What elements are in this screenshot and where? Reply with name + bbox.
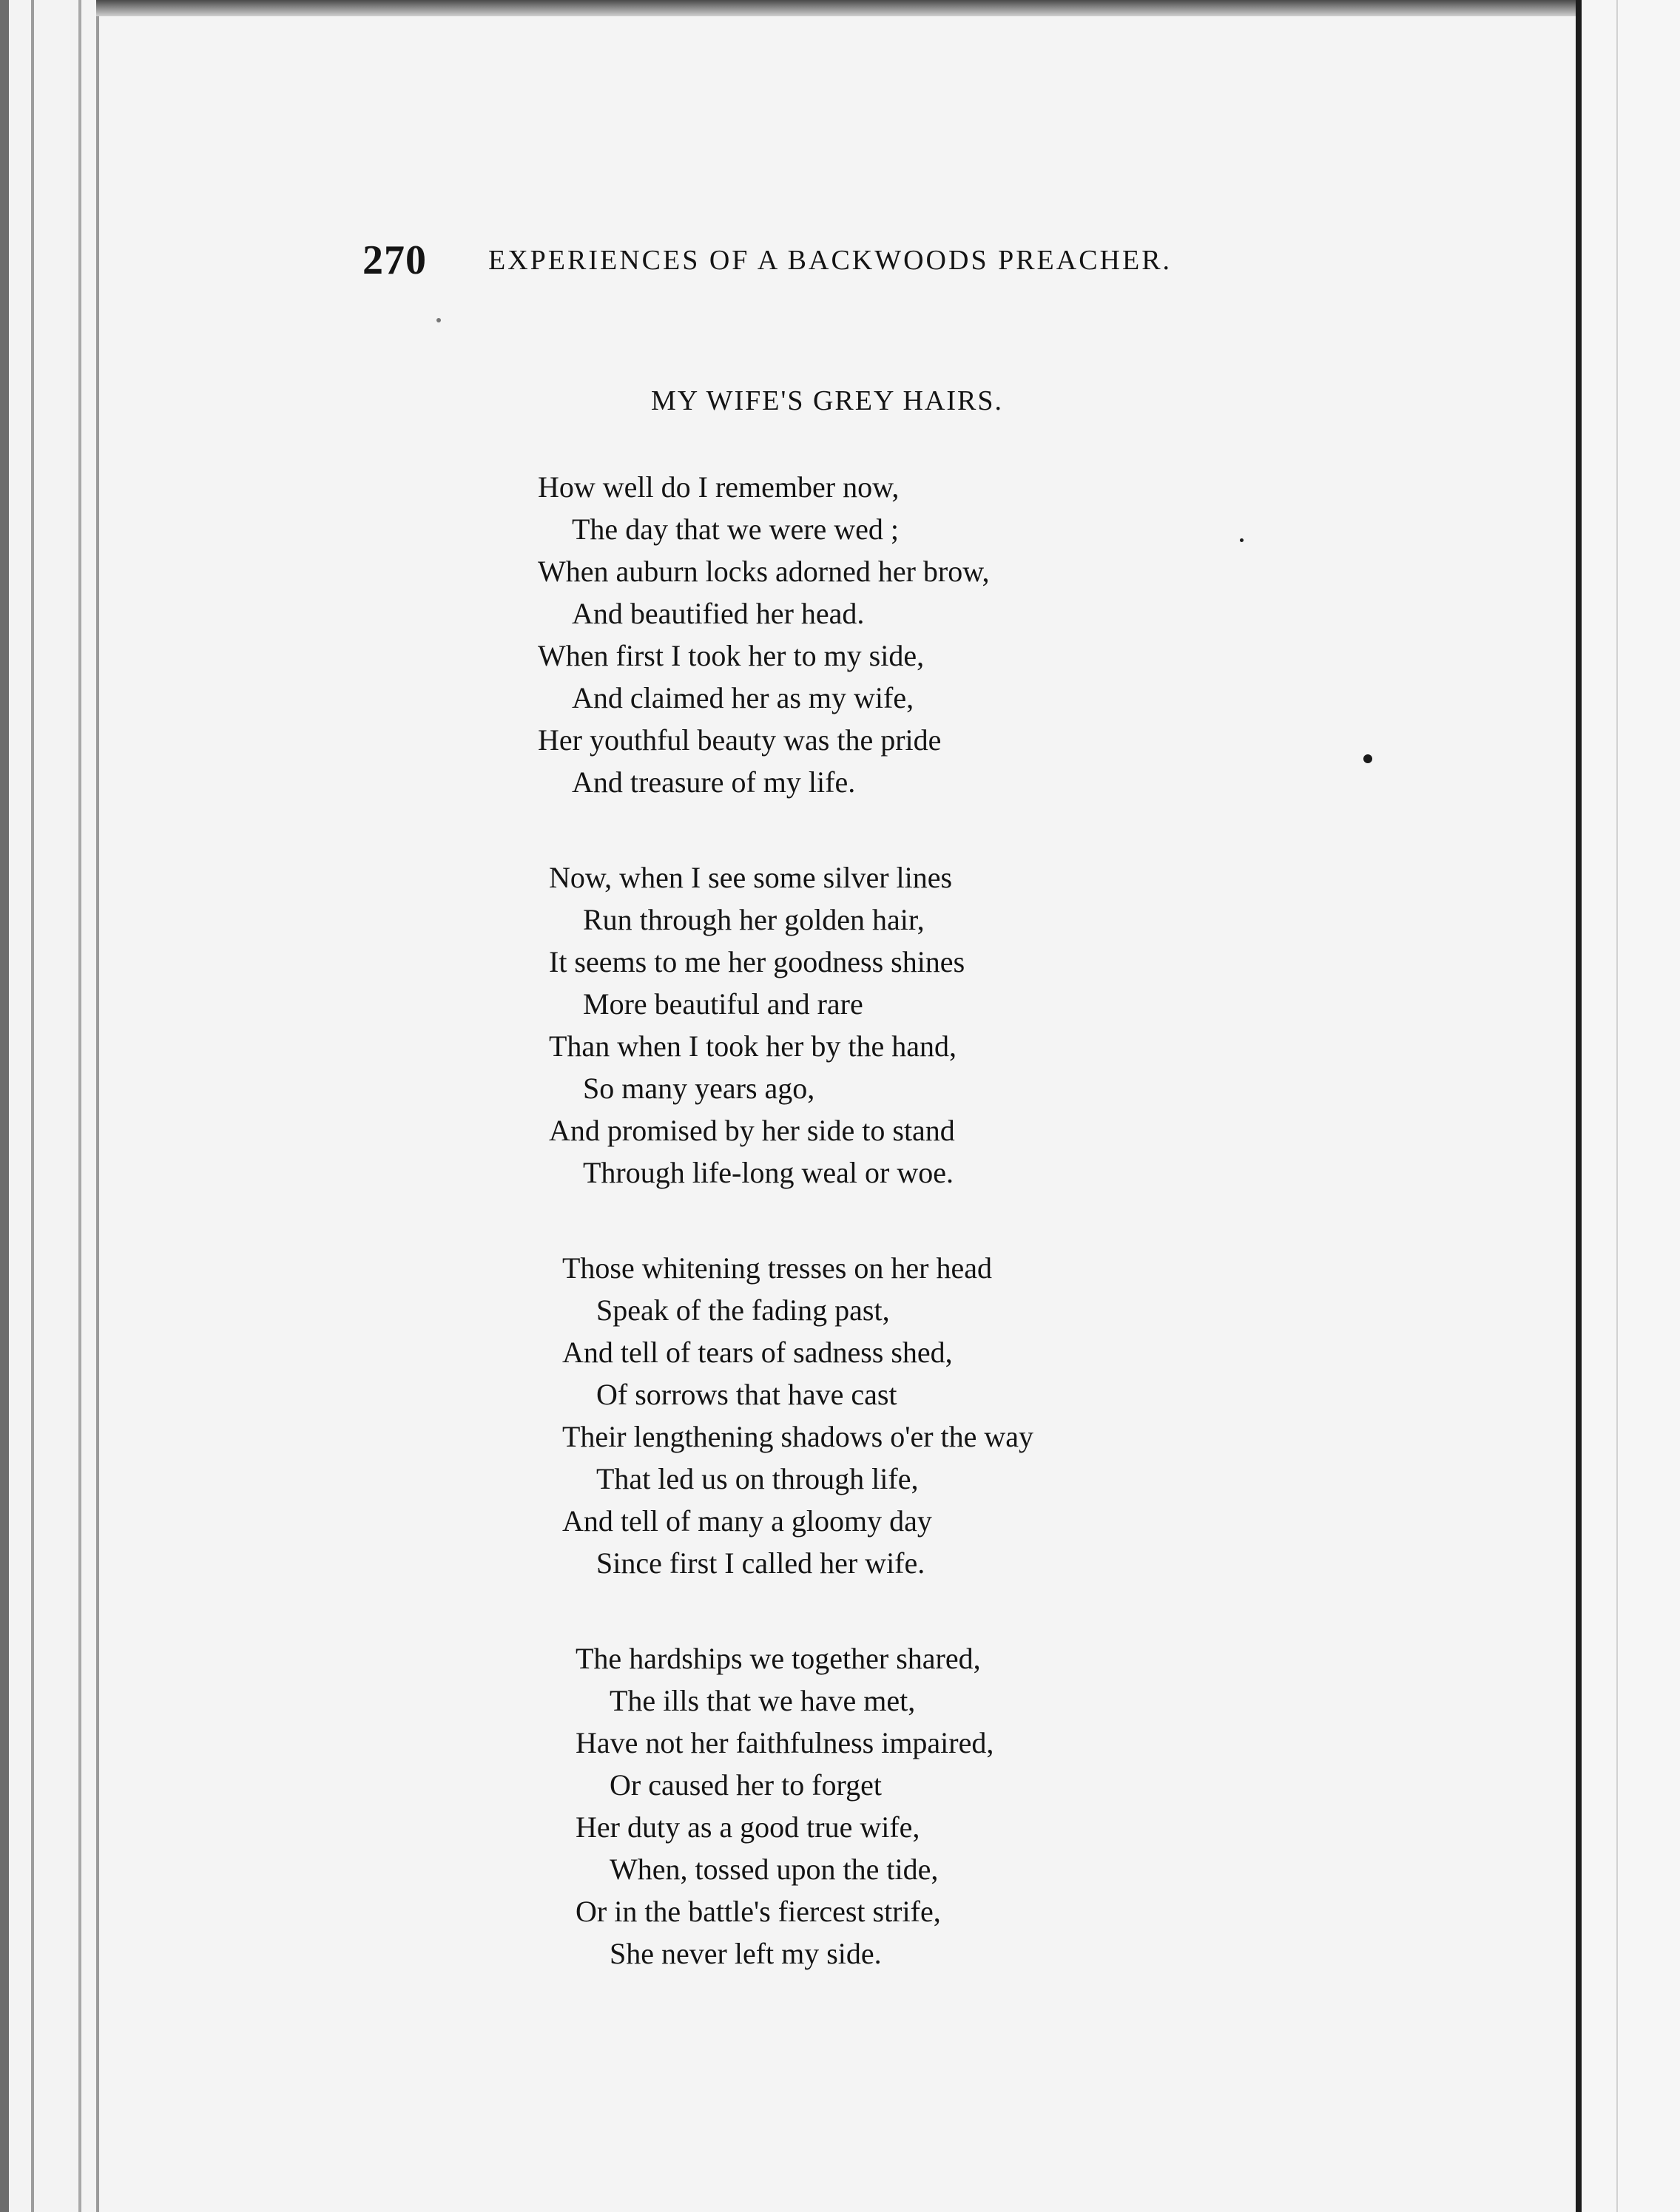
poem-line: When auburn locks adorned her brow, [538, 555, 990, 588]
poem-line: Of sorrows that have cast [596, 1378, 897, 1411]
poem-line: Than when I took her by the hand, [549, 1029, 957, 1063]
stanza-3 [562, 1247, 1033, 1584]
poem-line: Those whitening tresses on her head [562, 1251, 992, 1285]
stanza-2 [549, 856, 965, 1194]
poem-line: It seems to me her goodness shines [549, 945, 965, 978]
poem-line: And promised by her side to stand [549, 1114, 955, 1147]
poem-line: When, tossed upon the tide, [610, 1853, 939, 1886]
poem-line: Since first I called her wife. [596, 1546, 925, 1580]
book-edge [9, 0, 31, 2212]
poem-line: Speak of the fading past, [596, 1293, 890, 1327]
poem-line: And claimed her as my wife, [572, 681, 914, 714]
poem-line: The hardships we together shared, [576, 1642, 981, 1675]
poem-line: Run through her golden hair, [583, 903, 925, 936]
running-title: EXPERIENCES OF A BACKWOODS PREACHER. [488, 245, 1173, 276]
poem-line: And treasure of my life. [572, 765, 856, 799]
poem-line: And beautified her head. [572, 597, 865, 630]
poem-line: Her duty as a good true wife, [576, 1810, 920, 1844]
book-edge [0, 0, 9, 2212]
poem-title: MY WIFE'S GREY HAIRS. [651, 385, 1004, 416]
poem-line: How well do I remember now, [538, 470, 900, 504]
gutter-line [1576, 0, 1582, 2212]
poem-line: The day that we were wed ; [572, 513, 900, 546]
running-header [362, 237, 1324, 296]
poem-line: When first I took her to my side, [538, 639, 925, 672]
ink-speck [1240, 538, 1244, 542]
page-number: 270 [362, 237, 427, 283]
facing-page-edge [1582, 0, 1680, 2212]
poem-line: Or in the battle's fiercest strife, [576, 1895, 941, 1928]
ink-speck [436, 318, 441, 322]
poem-line: Their lengthening shadows o'er the way [562, 1420, 1034, 1453]
poem-line: So many years ago, [583, 1072, 815, 1105]
book-edge [34, 0, 78, 2212]
poem-line: More beautiful and rare [583, 987, 863, 1021]
poem-line: Through life-long weal or woe. [583, 1156, 954, 1189]
book-edge [81, 0, 96, 2212]
top-shadow [0, 0, 1680, 16]
stanza-4 [576, 1637, 994, 1975]
poem-line: Her youthful beauty was the pride [538, 723, 942, 757]
poem-line: That led us on through life, [596, 1462, 919, 1495]
poem-line: And tell of tears of sadness shed, [562, 1336, 953, 1369]
poem-line: Now, when I see some silver lines [549, 861, 953, 894]
stanza-1 [538, 466, 990, 803]
poem-line: The ills that we have met, [610, 1684, 916, 1717]
poem-line: She never left my side. [610, 1937, 882, 1970]
facing-page-rule [1616, 0, 1618, 2212]
ink-speck [1363, 754, 1372, 763]
poem-line: And tell of many a gloomy day [562, 1504, 932, 1538]
poem-line: Or caused her to forget [610, 1768, 883, 1802]
poem-line: Have not her faithfulness impaired, [576, 1726, 994, 1759]
